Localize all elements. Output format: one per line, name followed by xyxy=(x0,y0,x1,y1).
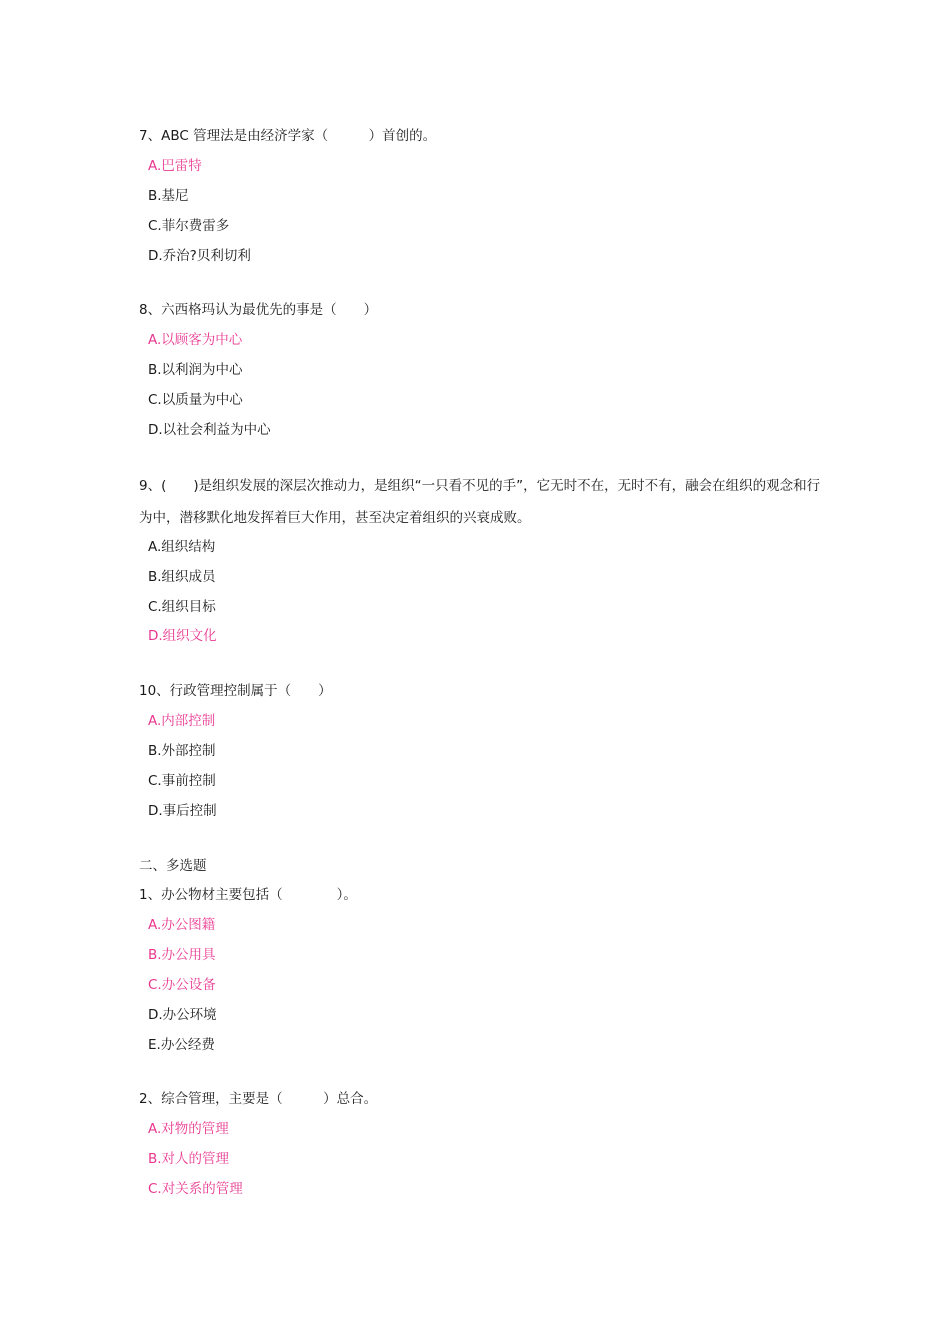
multi-question-2-option-c: C.对关系的管理 xyxy=(148,1181,243,1197)
multi-question-1-option-b: B.办公用具 xyxy=(148,947,216,963)
question-9-option-d: D.组织文化 xyxy=(148,628,217,644)
question-9: 9、( )是组织发展的深层次推动力，是组织“一只看不见的手”，它无时不在，无时不有，融会在组织的观念和行为中，潜移默化地发挥着巨大作用，甚至决定着组织的兴衰成败。 xyxy=(139,478,821,526)
multi-question-1-option-a: A.办公图籍 xyxy=(148,917,216,933)
multi-question-1: 1、办公物材主要包括（ ）。 xyxy=(139,887,357,903)
question-7-option-b: B.基尼 xyxy=(148,188,189,204)
question-8-option-a: A.以顾客为中心 xyxy=(148,332,243,348)
question-9-option-b: B.组织成员 xyxy=(148,569,216,585)
question-10-option-b: B.外部控制 xyxy=(148,743,216,759)
question-10-option-a: A.内部控制 xyxy=(148,713,216,729)
section-heading: 二、多选题 xyxy=(139,858,207,874)
multi-question-1-option-d: D.办公环境 xyxy=(148,1007,217,1023)
multi-question-2-option-a: A.对物的管理 xyxy=(148,1121,229,1137)
multi-question-1-option-e: E.办公经费 xyxy=(148,1037,215,1053)
multi-question-2-option-b: B.对人的管理 xyxy=(148,1151,230,1167)
question-9-option-c: C.组织目标 xyxy=(148,599,216,615)
question-10-option-c: C.事前控制 xyxy=(148,773,216,789)
question-8: 8、六西格玛认为最优先的事是（ ） xyxy=(139,302,378,318)
question-7-option-d: D.乔治?贝利切利 xyxy=(148,248,251,264)
question-9-option-a: A.组织结构 xyxy=(148,539,216,555)
multi-question-1-option-c: C.办公设备 xyxy=(148,977,216,993)
question-8-option-b: B.以利润为中心 xyxy=(148,362,243,378)
question-7-option-a: A.巴雷特 xyxy=(148,158,202,174)
question-10: 10、行政管理控制属于（ ） xyxy=(139,683,332,699)
multi-question-2: 2、综合管理，主要是（ ）总合。 xyxy=(139,1091,378,1107)
question-8-option-d: D.以社会利益为中心 xyxy=(148,422,271,438)
question-7: 7、ABC 管理法是由经济学家（ ）首创的。 xyxy=(139,128,437,144)
question-7-option-c: C.菲尔费雷多 xyxy=(148,218,230,234)
question-8-option-c: C.以质量为中心 xyxy=(148,392,243,408)
question-10-option-d: D.事后控制 xyxy=(148,803,217,819)
